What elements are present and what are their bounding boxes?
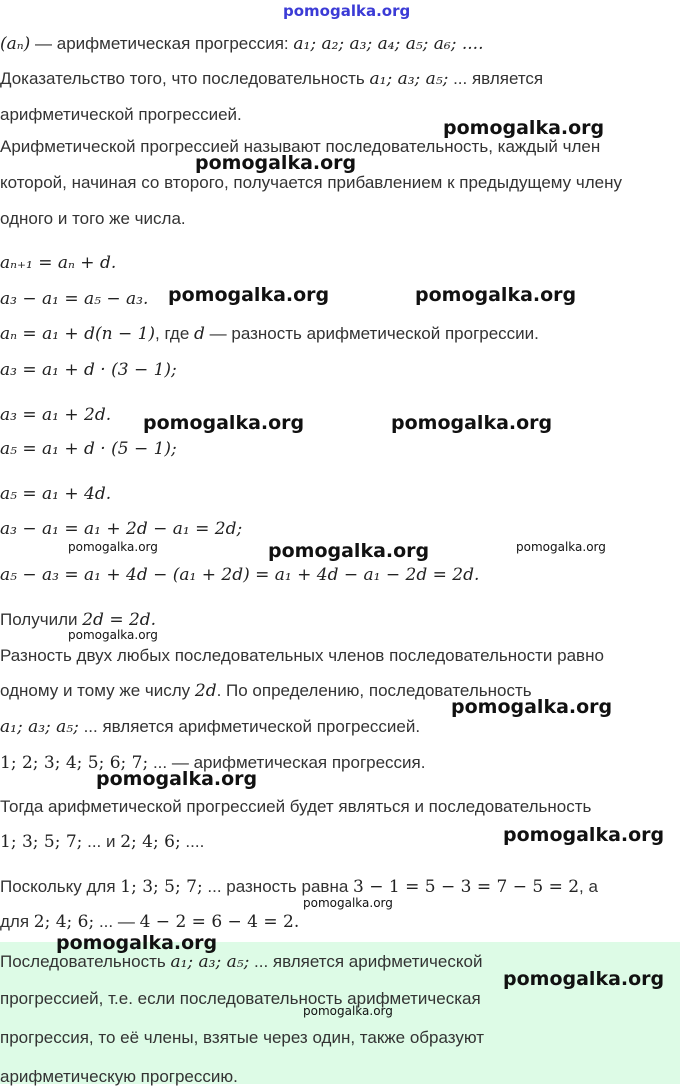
paragraph-line-1: Разность двух любых последовательных членов последовательности равно — [0, 646, 604, 665]
example-line-3: 1; 3; 5; 7; ... и 2; 4; 6; .... — [0, 832, 205, 852]
watermark-text: pomogalka.org — [96, 768, 258, 790]
intro-line-1: (aₙ) — арифметическая прогрессия: a₁; a₂; a₃; a₄; a₅; a₆; .... — [0, 34, 484, 54]
watermark-text: pomogalka.org — [168, 284, 330, 306]
watermark-text: pomogalka.org — [516, 540, 606, 554]
result-line: Получили 2d = 2d. — [0, 610, 157, 630]
formula-8: a₃ − a₁ = a₁ + 2d − a₁ = 2d; — [0, 519, 243, 539]
intro-line-3: арифметической прогрессией. — [0, 105, 242, 124]
formula-1: aₙ₊₁ = aₙ + d. — [0, 253, 117, 273]
paragraph-line-3: a₁; a₃; a₅; ... является арифметической прогрессией. — [0, 717, 421, 737]
watermark-text: pomogalka.org — [443, 117, 605, 139]
watermark-text: pomogalka.org — [143, 412, 305, 434]
watermark-text: pomogalka.org — [303, 1004, 393, 1018]
watermark-text: pomogalka.org — [68, 628, 158, 642]
paragraph-line-2: одному и тому же числу 2d. По определению, последовательность — [0, 681, 532, 701]
example-line-2: Тогда арифметической прогрессией будет являться и последовательность — [0, 797, 592, 816]
formula-4: a₃ = a₁ + d · (3 − 1); — [0, 360, 177, 380]
conclusion-line-1: Последовательность a₁; a₃; a₅; ... является арифметической — [0, 952, 483, 972]
watermark-text: pomogalka.org — [195, 152, 357, 174]
example-line-5: для 2; 4; 6; ... — 4 − 2 = 6 − 4 = 2. — [0, 912, 300, 932]
example-line-4: Поскольку для 1; 3; 5; 7; ... разность равна 3 − 1 = 5 − 3 = 7 − 5 = 2, а — [0, 877, 598, 897]
watermark-text: pomogalka.org — [303, 896, 393, 910]
formula-7: a₅ = a₁ + 4d. — [0, 484, 112, 504]
definition-line-2: которой, начиная со второго, получается прибавлением к предыдущему члену — [0, 173, 623, 192]
formula-5: a₃ = a₁ + 2d. — [0, 405, 112, 425]
watermark-text: pomogalka.org — [391, 412, 553, 434]
definition-line-1: Арифметической прогрессией называют последовательность, каждый член — [0, 137, 601, 156]
watermark-text: pomogalka.org — [268, 540, 430, 562]
formula-3: aₙ = a₁ + d(n − 1), где d — разность арифметической прогрессии. — [0, 324, 539, 344]
definition-line-3: одного и того же числа. — [0, 209, 186, 228]
formula-6: a₅ = a₁ + d · (5 − 1); — [0, 439, 177, 459]
formula-2: a₃ − a₁ = a₅ − a₃. — [0, 289, 149, 309]
watermark-text: pomogalka.org — [68, 540, 158, 554]
example-line-1: 1; 2; 3; 4; 5; 6; 7; ... — арифметическая прогрессия. — [0, 753, 426, 773]
watermark-text: pomogalka.org — [56, 932, 218, 954]
watermark-text: pomogalka.org — [503, 824, 665, 846]
watermark-text: pomogalka.org — [451, 696, 613, 718]
conclusion-line-4: арифметическую прогрессию. — [0, 1067, 238, 1086]
watermark-text: pomogalka.org — [415, 284, 577, 306]
intro-line-2: Доказательство того, что последовательность a₁; a₃; a₅; ... является — [0, 69, 544, 89]
watermark-text: pomogalka.org — [503, 968, 665, 990]
conclusion-line-3: прогрессия, то её члены, взятые через один, также образуют — [0, 1028, 484, 1047]
formula-9: a₅ − a₃ = a₁ + 4d − (a₁ + 2d) = a₁ + 4d − a₁ − 2d = 2d. — [0, 565, 480, 585]
header-watermark: pomogalka.org — [283, 2, 411, 20]
conclusion-line-2: прогрессией, т.е. если последовательность арифметическая — [0, 989, 481, 1008]
